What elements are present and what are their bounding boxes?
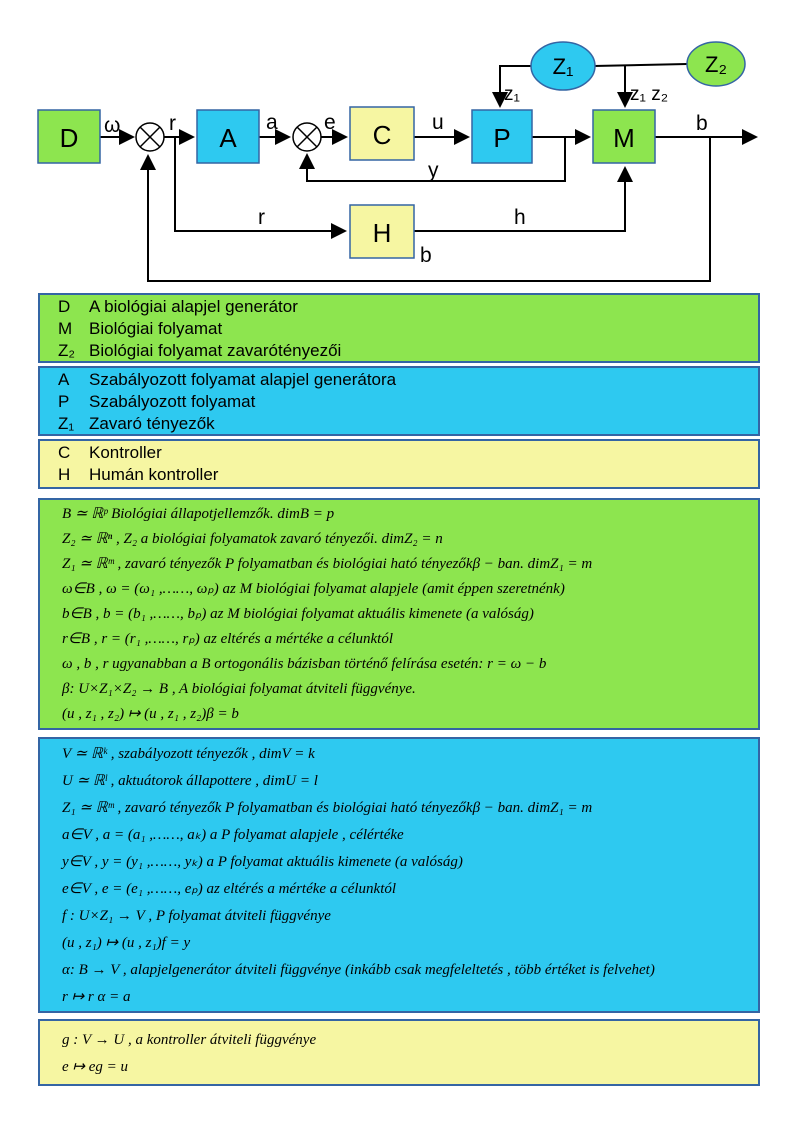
- math-line: β: U×Z₁×Z₂ → B , A biológiai folyamat átviteli függvénye.: [62, 681, 416, 697]
- ellipse-Z1: [531, 42, 595, 90]
- legend-label: Biológiai folyamat: [89, 319, 223, 338]
- block-M-label: M: [613, 123, 635, 153]
- legend-symbol: M: [58, 319, 73, 338]
- signal-b-out: b: [696, 112, 708, 135]
- block-P: [472, 110, 532, 163]
- signal-r-in: r: [169, 112, 176, 135]
- math-line: Z₂ ≃ ℝⁿ , Z₂ a biológiai folyamatok zavaró tényezői. dimZ₂ = n: [62, 531, 443, 547]
- math-line: (u , z₁) ↦ (u , z₁)f = y: [62, 935, 191, 951]
- legend-row: [40, 340, 758, 362]
- signal-b-h: b: [420, 244, 432, 267]
- legend-label: Zavaró tényezők: [89, 414, 215, 433]
- signal-u: u: [432, 111, 444, 134]
- ellipse-Z1-label: Z₁: [552, 54, 574, 79]
- math-line: r ↦ r α = a: [62, 989, 131, 1005]
- legend-row: [40, 318, 758, 340]
- legend-symbol: C: [58, 443, 71, 462]
- legend-label: A biológiai alapjel generátor: [89, 297, 298, 316]
- block-C-label: C: [372, 120, 392, 150]
- sum-junction-1: [136, 123, 164, 151]
- math-line: f : U×Z₁ → V , P folyamat átviteli függvénye: [62, 908, 331, 924]
- block-P-label: P: [493, 123, 511, 153]
- legend-row: [40, 442, 758, 464]
- math-box-yellow: [38, 1019, 760, 1086]
- math-line: Z₁ ≃ ℝᵐ , zavaró tényezők P folyamatban és biológiai ható tényezőkβ − ban. dimZ₁ = m: [62, 556, 593, 572]
- math-line: B ≃ ℝᵖ Biológiai állapotjellemzők. dimB = p: [62, 506, 335, 522]
- legend-symbol: Z₁: [58, 414, 75, 433]
- signal-z1z2: z₁ z₂: [630, 84, 669, 105]
- ellipse-Z2-label: Z₂: [705, 52, 727, 77]
- signal-h: h: [514, 206, 526, 229]
- math-line: g : V → U , a kontroller átviteli függvénye: [62, 1032, 317, 1048]
- block-A: [197, 110, 259, 163]
- legend-label: Szabályozott folyamat: [89, 392, 256, 411]
- legend-symbol: Z₂: [58, 341, 75, 360]
- signal-y: y: [428, 159, 439, 182]
- legend-row: [40, 413, 758, 435]
- legend-box-yellow: [38, 439, 760, 489]
- legend-box-green: [38, 293, 760, 363]
- math-line: ω∈B , ω = (ω₁ ,……, ωₚ) az M biológiai folyamat alapjele (amit éppen szeretnénk): [62, 581, 565, 597]
- block-M: [593, 110, 655, 163]
- legend-row: [40, 296, 758, 318]
- legend-symbol: P: [58, 392, 70, 411]
- math-line: e ↦ eg = u: [62, 1059, 129, 1075]
- signal-omega: ω: [104, 114, 121, 137]
- legend-box-cyan: [38, 366, 760, 436]
- legend-label: Biológiai folyamat zavarótényezői: [89, 341, 342, 360]
- block-H: [350, 205, 414, 258]
- signal-a: a: [266, 111, 278, 134]
- math-line: α: B → V , alapjelgenerátor átviteli függvénye (inkább csak megfeleltetés , több értéket is felvehet): [62, 962, 655, 978]
- math-box-green: [38, 498, 760, 730]
- legend-symbol: H: [58, 465, 71, 484]
- legend-row: [40, 391, 758, 413]
- legend-symbol: A: [58, 370, 70, 389]
- math-line: e∈V , e = (e₁ ,……, eₚ) az eltérés a mértéke a célunktól: [62, 881, 397, 897]
- legend-label: Szabályozott folyamat alapjel generátora: [89, 370, 397, 389]
- signal-e: e: [324, 111, 336, 134]
- legend-label: Humán kontroller: [89, 465, 219, 484]
- block-H-label: H: [372, 218, 392, 248]
- math-line: b∈B , b = (b₁ ,……, bₚ) az M biológiai folyamat aktuális kimenete (a valóság): [62, 606, 534, 622]
- wire-z1-z2: [594, 64, 687, 66]
- math-line: ω , b , r ugyanabban a B ortogonális bázisban történő felírása esetén: r = ω − b: [62, 656, 547, 672]
- sum-junction-2: [293, 123, 321, 151]
- block-diagram: [0, 0, 794, 292]
- math-box-cyan: [38, 737, 760, 1013]
- block-A-label: A: [219, 123, 237, 153]
- math-line: Z₁ ≃ ℝᵐ , zavaró tényezők P folyamatban és biológiai ható tényezőkβ − ban. dimZ₁ = m: [62, 800, 593, 816]
- block-D-label: D: [59, 123, 79, 153]
- math-line: U ≃ ℝˡ , aktuátorok állapottere , dimU = l: [62, 773, 318, 789]
- legend-symbol: D: [58, 297, 71, 316]
- math-line: V ≃ ℝᵏ , szabályozott tényezők , dimV = k: [62, 746, 315, 762]
- block-D: [38, 110, 100, 163]
- math-line: a∈V , a = (a₁ ,……, aₖ) a P folyamat alapjele , célértéke: [62, 827, 404, 843]
- legend-row: [40, 464, 758, 486]
- math-line: r∈B , r = (r₁ ,……, rₚ) az eltérés a mértéke a célunktól: [62, 631, 394, 647]
- math-line: y∈V , y = (y₁ ,……, yₖ) a P folyamat aktuális kimenete (a valóság): [62, 854, 463, 870]
- signal-z1: z₁: [504, 84, 520, 105]
- math-line: (u , z₁ , z₂) ↦ (u , z₁ , z₂)β = b: [62, 706, 239, 722]
- block-C: [350, 107, 414, 160]
- legend-row: [40, 369, 758, 391]
- ellipse-Z2: [687, 42, 745, 86]
- signal-r-h: r: [258, 206, 265, 229]
- legend-label: Kontroller: [89, 443, 162, 462]
